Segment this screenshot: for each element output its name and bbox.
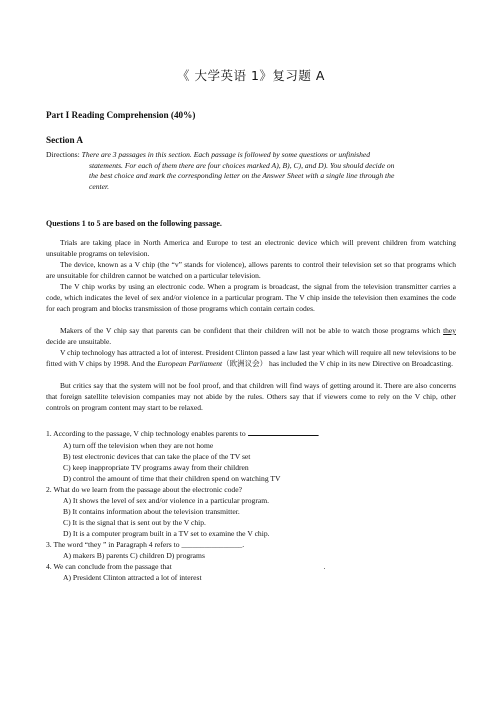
question-1: 1. According to the passage, V chip technology enables parents to . [46, 429, 320, 438]
question-4-text: 4. We can conclude from the passage that [46, 562, 172, 571]
question-1-option-d[interactable]: D) control the amount of time that their children spend on watching TV [63, 474, 281, 483]
passage-paragraph-5 [46, 348, 456, 370]
p4-text-b: decide are unsuitable. [46, 336, 112, 346]
passage-paragraph-4 [46, 326, 456, 348]
question-2: 2. What do we learn from the passage about the electronic code? [46, 485, 242, 494]
p5-text-a: V chip technology has attracted a lot of interest. President Clinton passed a law last year which will require all new televisions to be fitted with V chips by 1998. And the [46, 348, 457, 368]
document-title: 《 大学英语 1》复习题 A [177, 68, 325, 83]
questions-intro: Questions 1 to 5 are based on the following passage. [46, 219, 222, 228]
question-4-option-a[interactable]: A) President Clinton attracted a lot of interest [63, 573, 202, 582]
p4-text-a: Makers of the V chip say that parents can be confident that their children will not be able to watch those programs which [60, 326, 444, 335]
passage-paragraph-3: The V chip works by using an electronic code. When a program is broadcast, the signal from the television transmitter carries a code, which indicates the level of sex and/or violence in a particular program. The V chip inside the television then examines the code for each program and blocks transmission of those programs which contain certain codes. [46, 282, 456, 313]
directions-line: center. [89, 181, 110, 191]
question-3-options[interactable]: A) makers B) parents C) children D) programs [63, 551, 205, 560]
passage-paragraph-6: But critics say that the system will not be fool proof, and that children will find ways of getting around it. There are also concerns that foreign satellite television companies may not abide by the rules. Others say that if viewers come to rely on the V chip, other controls on program content may start to be relaxed. [46, 381, 456, 412]
passage-paragraph-2: The device, known as a V chip (the “v” stands for violence), allows parents to control their television set so that programs which are unsuitable for children cannot be watched on a particular television. [46, 260, 456, 280]
directions [46, 150, 456, 192]
section-heading: Section A [46, 135, 84, 145]
p5-italic: European Parliament [157, 358, 223, 368]
question-1-text: 1. According to the passage, V chip technology enables parents to [46, 429, 246, 438]
question-2-option-c[interactable]: C) It is the signal that is sent out by the V chip. [63, 518, 206, 527]
question-3: 3. The word “they ” in Paragraph 4 refers to ________________. [46, 540, 245, 549]
question-2-option-d[interactable]: D) It is a computer program built in a TV set to examine the V chip. [63, 529, 270, 538]
answer-blank [174, 563, 324, 569]
p5-text-b: （欧洲议会） has included the V chip in its new Directive on Broadcasting. [222, 358, 454, 368]
question-4: 4. We can conclude from the passage that . [46, 562, 326, 571]
question-1-option-a[interactable]: A) turn off the television when they are not home [63, 441, 214, 450]
part-heading: Part I Reading Comprehension (40%) [46, 110, 196, 120]
directions-line: the best choice and mark the corresponding letter on the Answer Sheet with a single line through the [89, 171, 395, 181]
directions-text: There are 3 passages in this section. Each passage is followed by some questions or unfinished [79, 150, 371, 159]
question-2-option-a[interactable]: A) It shows the level of sex and/or violence in a particular program. [63, 496, 270, 505]
answer-blank [248, 429, 318, 436]
question-2-option-b[interactable]: B) It contains information about the television transmitter. [63, 507, 240, 516]
directions-line: statements. For each of them there are four choices marked A), B), C), and D). You should decide on [89, 160, 395, 170]
question-1-option-b[interactable]: B) test electronic devices that can take the place of the TV set [63, 452, 251, 461]
question-1-option-c[interactable]: C) keep inappropriate TV programs away from their children [63, 463, 249, 472]
directions-label: Directions: [46, 150, 80, 159]
p4-underlined: they [443, 326, 456, 335]
passage-paragraph-1: Trials are taking place in North America and Europe to test an electronic device which will prevent children from watching unsuitable programs on television. [46, 238, 456, 258]
